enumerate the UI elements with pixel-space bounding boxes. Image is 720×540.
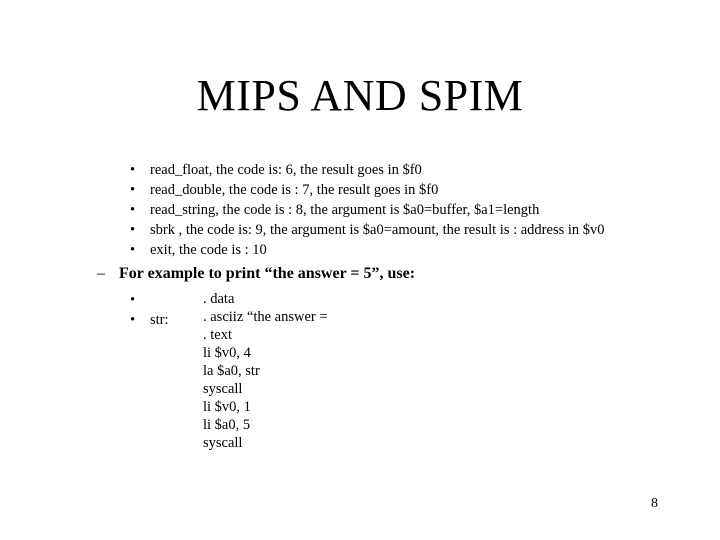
code-line: syscall (203, 381, 243, 397)
list-item (130, 160, 605, 180)
code-block (203, 290, 328, 452)
slide-title: MIPS AND SPIM (196, 71, 524, 120)
code-label-row (130, 290, 169, 310)
code-line: . text (203, 327, 232, 343)
code-label-list (130, 290, 169, 330)
dash-icon: – (97, 265, 105, 282)
code-label-row (130, 310, 169, 330)
bullet-icon: • (130, 182, 136, 198)
example-heading (97, 265, 415, 283)
list-item-text: read_string, the code is : 8, the argument is $a0=buffer, $a1=length (150, 202, 540, 218)
list-item (130, 240, 605, 260)
bullet-icon: • (130, 222, 136, 238)
page-number: 8 (651, 496, 658, 511)
list-item-text: sbrk , the code is: 9, the argument is $a0=amount, the result is : address in $v0 (150, 222, 605, 238)
list-item (130, 200, 605, 220)
code-line: syscall (203, 435, 243, 451)
list-item-text: exit, the code is : 10 (150, 242, 267, 258)
code-line: la $a0, str (203, 363, 260, 379)
code-line: . data (203, 291, 235, 307)
list-item (130, 180, 605, 200)
syscall-list (130, 160, 605, 260)
code-line: li $v0, 4 (203, 345, 251, 361)
bullet-icon: • (130, 202, 136, 218)
bullet-icon: • (130, 242, 136, 258)
bullet-icon: • (130, 312, 136, 328)
example-heading-text: For example to print “the answer = 5”, use: (119, 265, 416, 282)
bullet-icon: • (130, 292, 136, 308)
code-line: li $a0, 5 (203, 417, 251, 433)
list-item-text: read_double, the code is : 7, the result goes in $f0 (150, 182, 439, 198)
list-item (130, 220, 605, 240)
bullet-icon: • (130, 162, 136, 178)
code-label: str: (150, 312, 169, 328)
code-line: li $v0, 1 (203, 399, 251, 415)
list-item-text: read_float, the code is: 6, the result goes in $f0 (150, 162, 422, 178)
code-line: . asciiz “the answer = (203, 309, 328, 325)
